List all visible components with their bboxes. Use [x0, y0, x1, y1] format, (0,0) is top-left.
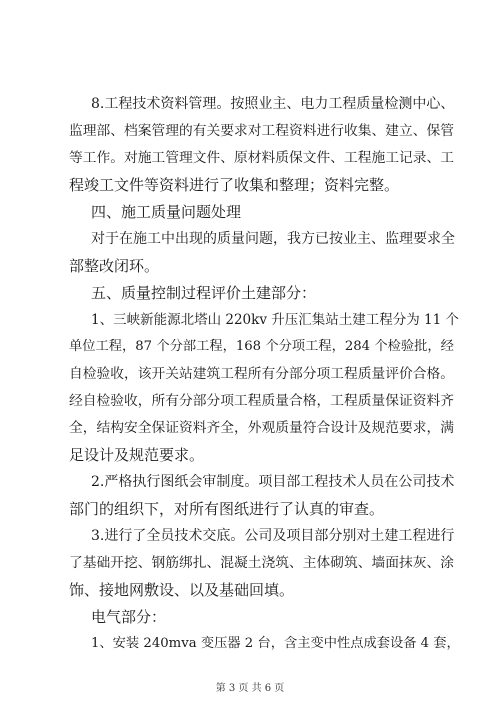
section-heading-electrical: 电气部分： — [91, 608, 167, 626]
para-8-line-2: 监理部、档案管理的有关要求对工程资料进行收集、建立、保管 — [69, 123, 455, 139]
para-issues-line-2: 部整改闭环。 — [69, 257, 160, 275]
para-2-line-2: 部门的组织下，对所有图纸进行了认真的审查。 — [69, 500, 385, 518]
para-issues-line-1: 对于在施工中出现的质量问题，我方已按业主、监理要求全 — [91, 231, 455, 247]
para-1-line-3: 自检验收，该开关站建筑工程所有分部分项工程质量评价合格。 — [69, 366, 455, 382]
para-3-line-2: 了基础开挖、钢筋绑扎、混凝土浇筑、主体砌筑、墙面抹灰、涂 — [69, 555, 455, 571]
para-1-line-1: 1、三峡新能源北塔山 220kv 升压汇集站土建工程分为 11 个 — [91, 312, 460, 328]
para-2-line-1: 2.严格执行图纸会审制度。项目部工程技术人员在公司技术 — [91, 474, 455, 490]
para-3-line-3: 饰、接地网敷设、以及基础回填。 — [69, 581, 295, 599]
para-electrical-line-1: 1、安装 240mva 变压器 2 台，含主变中性点成套设备 4 套， — [91, 636, 460, 651]
para-1-line-2: 单位工程，87 个分部工程，168 个分项工程，284 个检验批，经 — [69, 339, 454, 354]
para-1-line-5: 全，结构安全保证资料齐全，外观质量符合设计及规范要求，满 — [69, 420, 455, 436]
section-heading-4: 四、施工质量问题处理 — [91, 203, 242, 221]
para-3-line-1: 3.进行了全员技术交底。公司及项目部分别对土建工程进行 — [91, 528, 455, 544]
para-8-line-4: 程竣工文件等资料进行了收集和整理；资料完整。 — [69, 176, 400, 194]
para-1-line-6: 足设计及规范要求。 — [69, 446, 205, 464]
section-heading-5: 五、质量控制过程评价土建部分： — [91, 284, 317, 302]
page-footer: 第 3 页 共 6 页 — [215, 683, 285, 694]
para-1-line-4: 经自检验收，所有分部分项工程质量合格，工程质量保证资料齐 — [69, 393, 455, 409]
para-8-line-3: 等工作。对施工管理文件、原材料质保文件、工程施工记录、工 — [69, 150, 455, 166]
para-8-line-1: 8.工程技术资料管理。按照业主、电力工程质量检测中心、 — [91, 96, 455, 112]
